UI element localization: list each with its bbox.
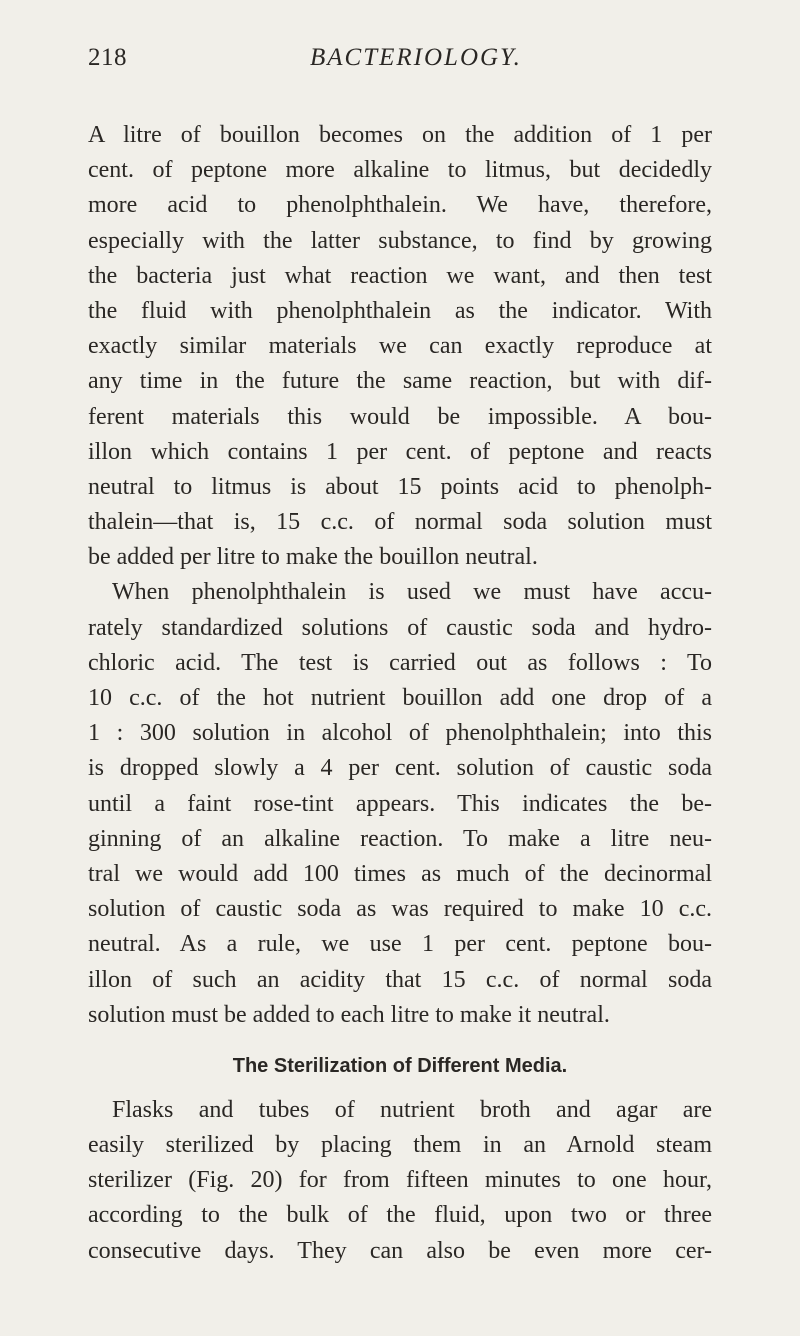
text-line: 1 : 300 solution in alcohol of phenolphthalein; into this <box>88 720 712 747</box>
text-line: 10 c.c. of the hot nutrient bouillon add one drop of a <box>88 685 712 711</box>
paragraph-2 <box>88 575 712 1032</box>
text-line: the bacteria just what reaction we want, and then test <box>88 262 712 289</box>
page-body <box>88 118 712 1269</box>
text-line: the fluid with phenolphthalein as the indicator. With <box>88 297 712 324</box>
text-line: ginning of an alkaline reaction. To make a litre neu- <box>88 825 712 852</box>
text-line: solution must be added to each litre to make it neutral. <box>88 1001 610 1028</box>
text-line: illon of such an acidity that 15 c.c. of normal soda <box>88 966 712 993</box>
paragraph-1 <box>88 118 712 575</box>
text-line: tral we would add 100 times as much of the decinormal <box>88 860 712 887</box>
text-line: ferent materials this would be impossible. A bou- <box>88 403 712 430</box>
page-header <box>88 44 712 80</box>
text-line: chloric acid. The test is carried out as follows : To <box>88 649 712 676</box>
text-line: is dropped slowly a 4 per cent. solution of caustic soda <box>88 755 712 782</box>
text-line: neutral to litmus is about 15 points acid to phenolph- <box>88 473 712 500</box>
text-line: until a faint rose-tint appears. This indicates the be- <box>88 790 712 817</box>
text-line: exactly similar materials we can exactly reproduce at <box>88 333 712 360</box>
paragraph-3 <box>88 1093 712 1269</box>
text-line: When phenolphthalein is used we must have accu- <box>112 579 712 606</box>
text-line: solution of caustic soda as was required to make 10 c.c. <box>88 896 712 923</box>
text-line: rately standardized solutions of caustic soda and hydro- <box>88 614 712 641</box>
text-line: more acid to phenolphthalein. We have, therefore, <box>88 192 712 219</box>
text-line: easily sterilized by placing them in an Arnold steam <box>88 1132 712 1159</box>
text-line: neutral. As a rule, we use 1 per cent. peptone bou- <box>88 931 712 958</box>
text-line: according to the bulk of the fluid, upon two or three <box>88 1202 712 1229</box>
page-number: 218 <box>88 44 127 71</box>
section-heading: The Sterilization of Different Media. <box>232 1054 568 1077</box>
text-line: thalein—that is, 15 c.c. of normal soda solution must <box>88 509 712 536</box>
text-line: sterilizer (Fig. 20) for from fifteen minutes to one hour, <box>88 1167 712 1194</box>
text-line: be added per litre to make the bouillon neutral. <box>88 544 538 571</box>
text-line: any time in the future the same reaction, but with dif- <box>88 368 712 395</box>
text-line: A litre of bouillon becomes on the addition of 1 per <box>88 122 712 148</box>
text-line: cent. of peptone more alkaline to litmus, but decidedly <box>88 157 712 184</box>
text-line: illon which contains 1 per cent. of peptone and reacts <box>88 438 712 465</box>
text-line: consecutive days. They can also be even more cer- <box>88 1237 712 1264</box>
running-head: BACTERIOLOGY. <box>310 44 522 71</box>
text-line: especially with the latter substance, to find by growing <box>88 227 712 254</box>
text-line: Flasks and tubes of nutrient broth and agar are <box>112 1096 712 1123</box>
